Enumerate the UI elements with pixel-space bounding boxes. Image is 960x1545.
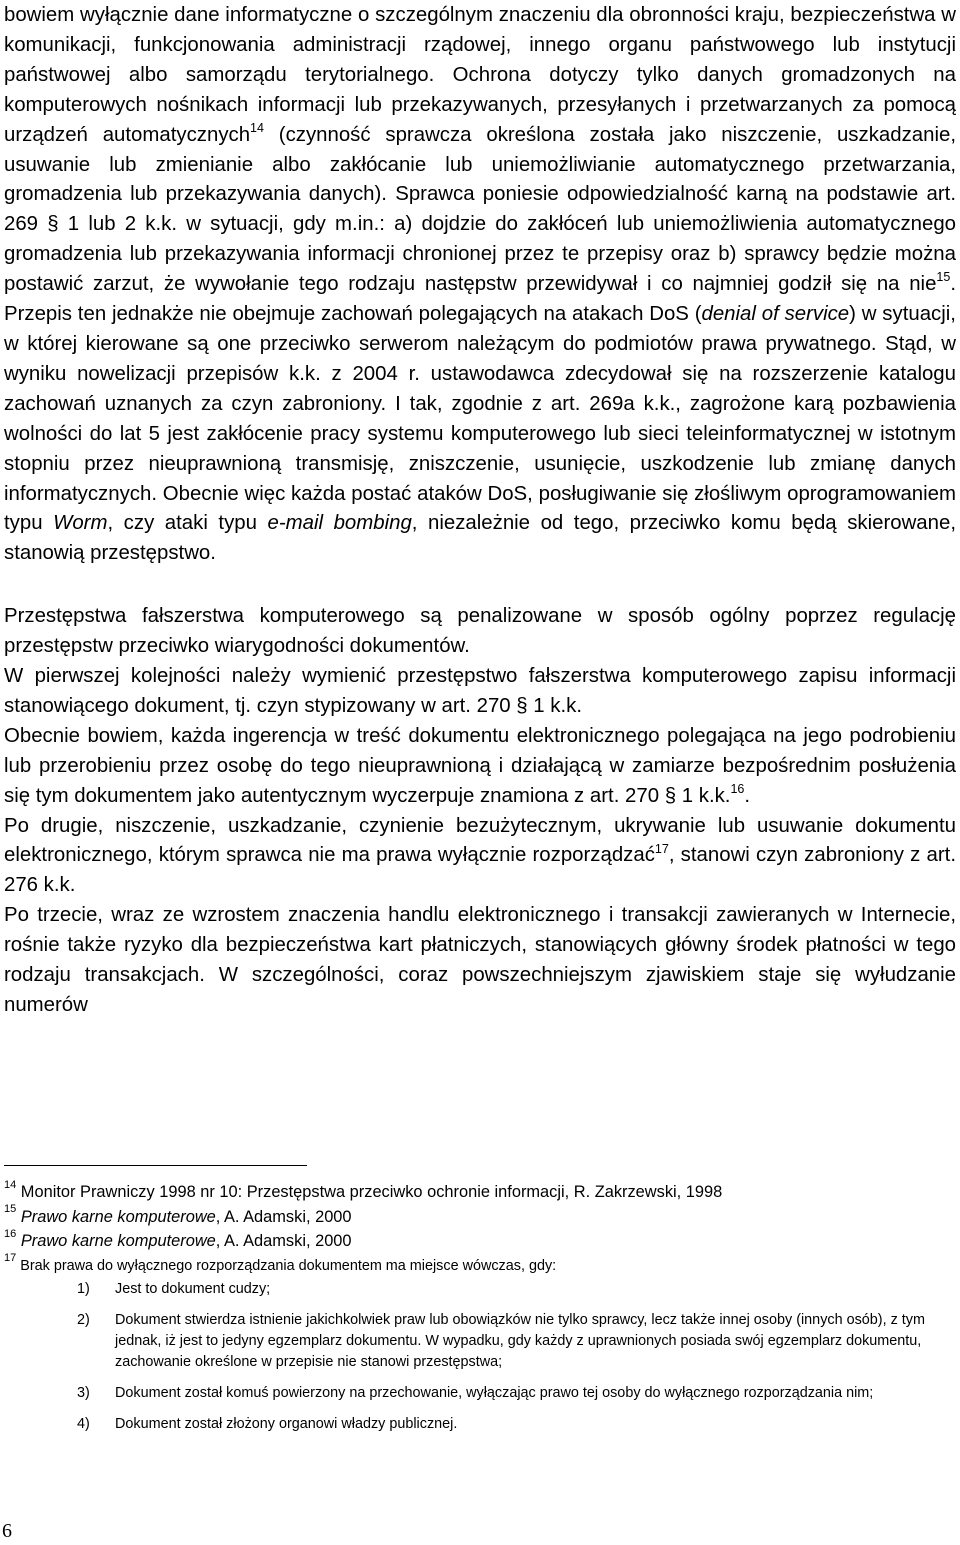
paragraph-5: Po drugie, niszczenie, uszkadzanie, czynienie bezużytecznym, ukrywanie lub usuwanie dokumentu elektronicznego, którym sprawca nie ma prawa wyłącznie rozporządzać$^{17}$, stanowi czyn zabroniony z art. 276 k.k. <box>4 814 956 897</box>
footnote-separator <box>4 1165 307 1166</box>
footnote-ref-14[interactable]: 14 <box>250 120 264 135</box>
paragraph-2: Przestępstwa fałszerstwa komputerowego są penalizowane w sposób ogólny poprzez regulację przestępstw przeciwko wiarygodności dokumentów. <box>4 605 956 658</box>
main-text <box>4 1 956 1021</box>
footnotes <box>4 1180 956 1445</box>
paragraph-4: Obecnie bowiem, każda ingerencja w treść dokumentu elektronicznego polegająca na jego podrobieniu lub przerobieniu przez osobę do tego nieuprawnioną i działającą w zamiarze bezpośrednim posłużenia się tym dokumentem jako autentycznym wyczerpuje znamiona z art. 270 § 1 k.k.$^{16}$. <box>4 724 956 807</box>
paragraph-gap <box>4 569 956 602</box>
section-sign: § <box>664 784 677 807</box>
list-item: 3) Dokument został komuś powierzony na przechowanie, wyłączając prawo tej osoby do wyłącznego rozporządzania nim; <box>77 1384 874 1401</box>
page-number: 6 <box>2 1520 12 1542</box>
paragraph-1: bowiem wyłącznie dane informatyczne o szczególnym znaczeniu dla obronności kraju, bezpieczeństwa w komunikacji, funkcjonowania administracji rządowej, innego organu państwowego lub instytucji państwowej albo samorządu terytorialnego. Ochrona dotyczy tylko danych gromadzonych na komputerowych nośnikach informacji lub przekazywanych, przesyłanych i przetwarzanych za pomocą urządzeń automatycznych$^{14}$ (czynność sprawcza określona została jako niszczenie, uszkadzanie, usuwanie lub zmienianie albo zakłócanie lub uniemożliwianie automatycznego przetwarzania, gromadzenia lub przekazywania danych). Sprawca poniesie odpowiedzialność karną na podstawie art. 269 § 1 lub 2 k.k. w sytuacji, gdy m.in.: a) dojdzie do zakłóceń lub uniemożliwienia automatycznego gromadzenia lub przekazywania informacji chronionej przez te przepisy oraz b) sprawcy będzie można postawić zarzut, że wywołanie tego rodzaju następstw przewidywał i co najmniej godził się na nie$^{15}$. Przepis ten jednakże nie obejmuje zachowań polegających na atakach DoS (denial of service) w sytuacji, w której kierowane są one przeciwko serwerom należącym do podmiotów prawa prywatnego. Stąd, w wyniku nowelizacji przepisów k.k. z 2004 r. ustawodawca zdecydował się na rozszerzenie katalogu zachowań uznanych za czyn zabroniony. I tak, zgodnie z art. 269a k.k., zagrożone karą pozbawienia wolności do lat 5 jest zakłócenie pracy systemu komputerowego lub sieci teleinformatycznej w istotnym stopniu przez nieuprawnioną transmisję, zniszczenie, usunięcie, uszkodzenie lub zmianę danych informatycznych. Obecnie więc każda postać ataków DoS, posługiwanie się złośliwym oprogramowaniem typu Worm, czy ataki typu e-mail bombing, niezależnie od tego, przeciwko komu będą skierowane, stanowią przestępstwo. <box>4 4 956 565</box>
italic-term: e-mail bombing <box>267 512 412 535</box>
italic-term: denial of service <box>701 303 850 326</box>
list-item: 4) Dokument został złożony organowi władzy publicznej. <box>77 1415 458 1432</box>
list-item: 1) Jest to dokument cudzy; <box>77 1280 271 1297</box>
footnote-17: $^{17}$ Brak prawa do wyłącznego rozporządzania dokumentem ma miejsce wówczas, gdy: <box>4 1251 557 1274</box>
footnote-16: $^{16}$ Prawo karne komputerowe, A. Adamski, 2000 <box>4 1227 352 1251</box>
list-item: 2) Dokument stwierdza istnienie jakichkolwiek praw lub obowiązków nie tylko sprawcy, lecz także innej osoby (innych osób), z tym jednak, iż jest to jedyny egzemplarz dokumentu. W wypadku, gdy każdy z uprawnionych posiada swój egzemplarz dokumentu, zachowanie określone w przepisie nie stanowi przestępstwa; <box>77 1311 925 1370</box>
footnote-17-list <box>4 1279 956 1435</box>
paragraph-6: Po trzecie, wraz ze wzrostem znaczenia handlu elektronicznego i transakcji zawieranych w Internecie, rośnie także ryzyko dla bezpieczeństwa kart płatniczych, stanowiących główny środek płatności w tego rodzaju transakcjach. W szczególności, coraz powszechniejszym zjawiskiem staje się wyłudzanie numerów <box>4 904 956 1016</box>
section-sign: § <box>47 213 59 236</box>
footnote-ref-15[interactable]: 15 <box>936 270 951 285</box>
footnote-15: $^{15}$ Prawo karne komputerowe, A. Adamski, 2000 <box>4 1203 352 1226</box>
footnote-ref-16[interactable]: 16 <box>730 781 745 796</box>
footnote-14: $^{14}$ Monitor Prawniczy 1998 nr 10: Przestępstwa przeciwko ochronie informacji, R. Zakrzewski, 1998 <box>4 1178 723 1201</box>
paragraph-3: W pierwszej kolejności należy wymienić przestępstwo fałszerstwa komputerowego zapisu informacji stanowiącego dokument, tj. czyn stypizowany w art. 270 § 1 k.k. <box>4 665 956 717</box>
footnote-ref-17[interactable]: 17 <box>654 841 669 856</box>
italic-term: Worm <box>53 512 108 535</box>
